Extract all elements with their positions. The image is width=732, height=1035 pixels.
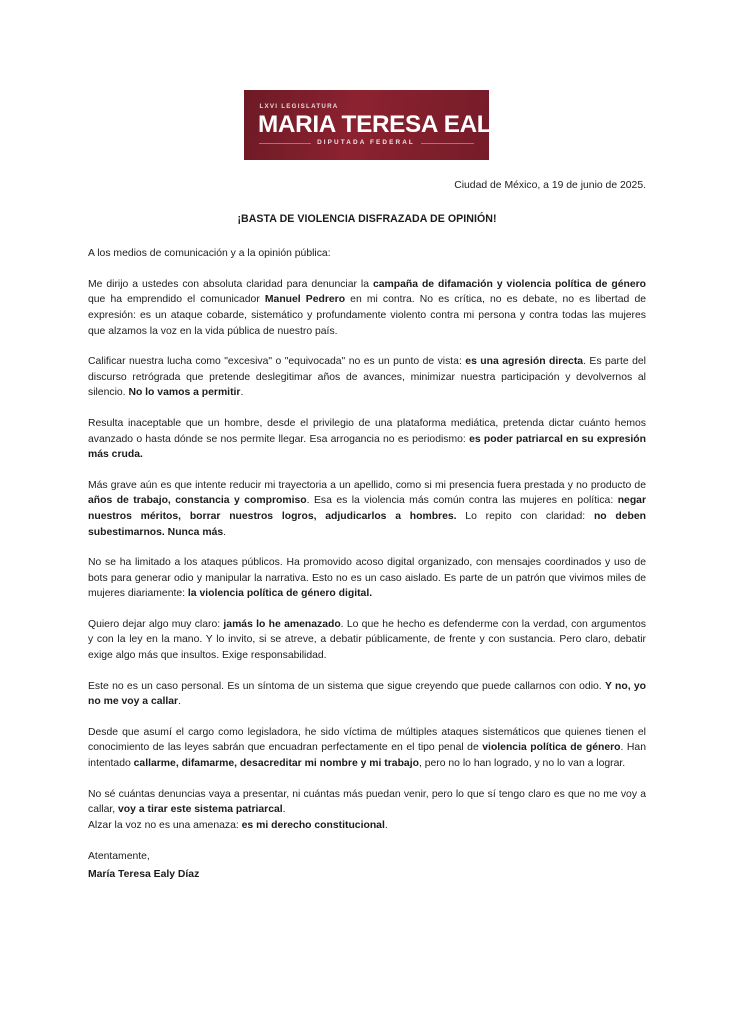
body-text: Desde que asumí el cargo como legisladora, he sido víctima de múltiples ataques sistemáticos que quienes tienen el conocimiento de las leyes sabrán que encuadran perfectamente en el tipo penal de	[88, 726, 646, 754]
body-text: . Han intentado	[88, 742, 646, 770]
body-text: Me dirijo a ustedes con absoluta claridad para denunciar la	[88, 278, 373, 290]
emphasis-text: No lo vamos a permitir	[128, 387, 241, 399]
emphasis-text: voy a tirar este sistema patriarcal	[118, 804, 283, 816]
paragraph	[88, 277, 646, 339]
paragraph	[88, 725, 646, 772]
body-text: Quiero dejar algo muy claro:	[88, 618, 224, 630]
body-text: . Es parte del discurso retrógrada que pretende deslegitimar años de avances, minimizar nuestra participación y devolvernos al silencio.	[88, 356, 646, 399]
paragraph	[88, 617, 646, 664]
paragraph	[88, 478, 646, 540]
body-text: Alzar la voz no es una amenaza:	[88, 819, 242, 831]
page-title: ¡BASTA DE VIOLENCIA DISFRAZADA DE OPINIÓN!	[237, 212, 497, 225]
signoff	[88, 849, 646, 882]
emphasis-text: callarme, difamarme, desacreditar mi nombre y mi trabajo	[133, 758, 419, 770]
emphasis-text: la violencia política de género digital.	[187, 588, 373, 600]
emphasis-text: no deben subestimarnos. Nunca más	[88, 510, 646, 538]
body-text: Calificar nuestra lucha como "excesiva" o "equivocada" no es un punto de vista:	[88, 356, 466, 368]
body-text: No se ha limitado a los ataques públicos. Ha promovido acoso digital organizado, con mensajes coordinados y uso de bots para generar odio y manipular la narrativa. Esto no es un caso aislado. Es parte de un patrón que vivimos miles de mujeres diariamente:	[88, 557, 646, 600]
body-text: , pero no lo han logrado, y no lo van a lograr.	[418, 758, 626, 770]
emphasis-text: Manuel Pedrero	[264, 294, 346, 306]
letterhead-legislature-label: LXVI LEGISLATURA	[259, 103, 339, 111]
body-text: .	[178, 696, 181, 708]
paragraph	[88, 818, 646, 834]
letterhead-role-row	[258, 140, 475, 146]
letterhead-logo	[244, 90, 566, 160]
body-text: .	[223, 526, 227, 538]
emphasis-text: es una agresión directa	[465, 356, 584, 368]
emphasis-text: violencia política de género	[482, 742, 621, 754]
body-text: Más grave aún es que intente reducir mi trayectoria a un apellido, como si mi presencia fuera prestada y no producto de	[88, 479, 646, 491]
letterhead-rule-right	[421, 143, 474, 144]
emphasis-text: negar nuestros méritos, borrar nuestros logros, adjudicarlos a hombres.	[88, 495, 646, 522]
paragraph	[88, 679, 646, 710]
emphasis-text: campaña de difamación y violencia política de género	[372, 278, 646, 290]
body-text: Resulta inaceptable que un hombre, desde el privilegio de una plataforma mediática, pretenda dictar cuánto hemos avanzado o hasta dónde se nos permite llegar. Esa arrogancia no es periodismo:	[88, 417, 646, 445]
body-text: Lo repito con claridad:	[456, 510, 594, 522]
paragraph	[88, 416, 646, 463]
body-text: . Lo que he hecho es defenderme con la verdad, con argumentos y con la ley en la mano. Y lo invito, si se atreve, a debatir públicamente, de frente y con sustancia. Pero claro, debatir exige algo más que insultos. Exige responsabilidad.	[88, 618, 646, 662]
body-text: Este no es un caso personal. Es un síntoma de un sistema que sigue creyendo que puede callarnos con odio.	[88, 680, 605, 692]
body-text: en mi contra. No es crítica, no es debate, no es libertad de expresión: es un ataque cobarde, sistemático y profundamente violento contra mi persona y contra todas las mujeres que alzamos la voz en la vida pública de nuestro país.	[88, 294, 647, 337]
signoff-closing: Atentamente,	[88, 851, 150, 863]
emphasis-text: jamás lo he amenazado	[223, 618, 341, 630]
letterhead-role: DIPUTADA FEDERAL	[317, 139, 415, 147]
emphasis-text: es poder patriarcal en su expresión más cruda.	[88, 433, 646, 461]
signoff-signer: María Teresa Ealy Díaz	[88, 869, 200, 880]
body-text: que ha emprendido el comunicador	[88, 294, 265, 306]
document-body	[88, 178, 646, 883]
body-text: No sé cuántas denuncias vaya a presentar, ni cuántas más puedan venir, pero lo que sí tengo claro es que no me voy a callar,	[88, 788, 646, 816]
paragraph	[88, 555, 646, 602]
paragraph	[88, 787, 646, 818]
body-text: .	[282, 804, 286, 816]
emphasis-text: es mi derecho constitucional	[241, 819, 385, 831]
emphasis-text: Y no, yo no me voy a callar	[88, 680, 646, 708]
body-text: . Esa es la violencia más común contra las mujeres en política:	[306, 495, 618, 507]
letterhead	[0, 0, 732, 160]
letterhead-name: MARIA TERESA EALY DIAZ	[257, 111, 566, 139]
emphasis-text: años de trabajo, constancia y compromiso	[88, 495, 307, 507]
letterhead-rule-left	[259, 143, 312, 144]
salutation: A los medios de comunicación y a la opinión pública:	[88, 248, 331, 260]
body-text: .	[240, 387, 244, 399]
date-line: Ciudad de México, a 19 de junio de 2025.	[454, 180, 646, 191]
paragraph-list	[88, 277, 646, 834]
paragraph	[88, 354, 646, 401]
body-text: .	[384, 819, 388, 831]
